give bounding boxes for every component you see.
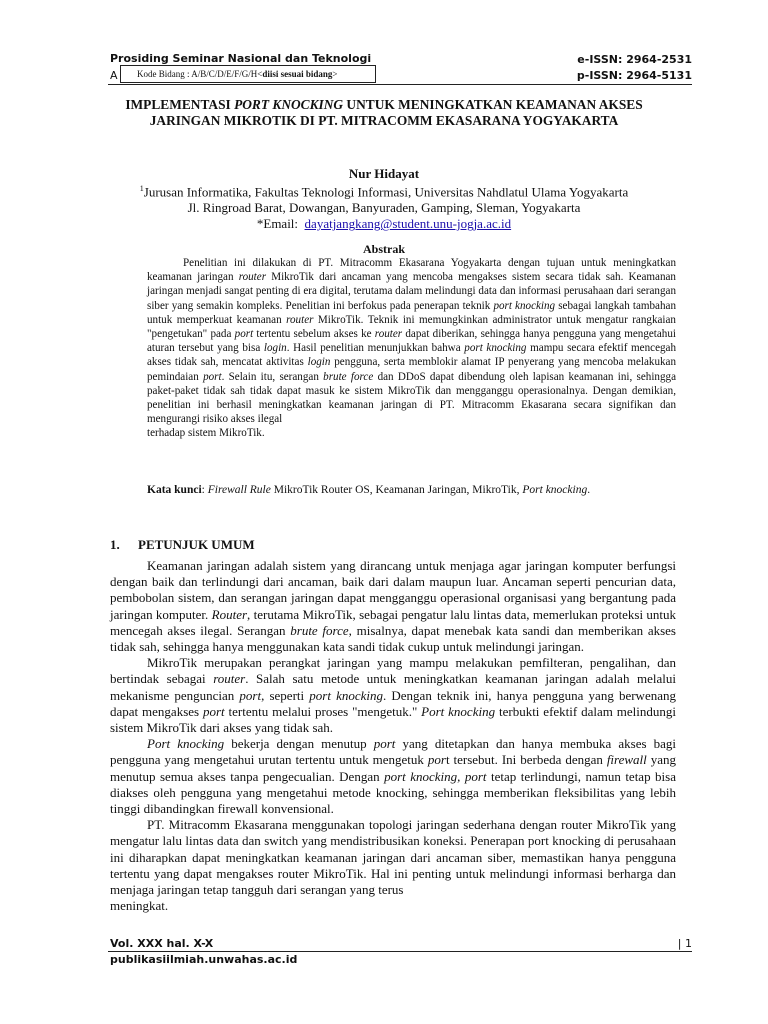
affiliation-superscript: 1 [139,184,144,193]
kode-bidang-close: > [332,69,338,79]
author-affiliation [100,181,668,232]
title-italic-part: PORT KNOCKING [234,97,344,112]
title-part: UNTUK MENINGKATKAN KEAMANAN AKSES JARINGAN MIKROTIK DI PT. MITRACOMM EKASARANA YOGYAKARTA [149,97,643,128]
pissn: p-ISSN: 2964-5131 [576,69,692,82]
kode-bidang-label: Kode Bidang : A/B/C/D/E/F/G/H< [137,69,263,79]
section-heading [110,537,255,553]
email-label: *Email: [256,216,299,232]
paragraph: PT. Mitracomm Ekasarana menggunakan topologi jaringan sederhana dengan router MikroTik yang mengatur lalu lintas data dan switch yang mendistribusikan koneksi. Penerapan port knocking di perusahaan ini diharapkan dapat meningkatkan keamanan jaringan dari ancaman siber, memastikan hanya pengguna tertentu yang dapat mengakses router MikroTik. Hal ini penting untuk melindungi informasi berharga dan menjaga jaringan tetap tangguh dari serangan yang terus [110,817,676,898]
paragraph-tail: meningkat. [110,898,169,914]
footer-page-number: | 1 [677,937,692,950]
header-divider [108,84,692,85]
paper-title [100,97,668,129]
paragraph: MikroTik merupakan perangkat jaringan yang mampu melakukan pemfilteran, pengalihan, dan bertindak sebagai router. Salah satu metode untuk meningkatkan keamanan jaringan adalah melalui mekanisme penguncian port, seperti port knocking. Dengan teknik ini, hanya pengguna yang berwenang dapat mengakses port tertentu melalui proses "mengetuk." Port knocking terbukti efektif dalam melindungi sistem MikroTik dari akses yang tidak sah. [110,655,676,736]
section-title: PETUNJUK UMUM [138,537,255,552]
footer-volume: Vol. XXX hal. X-X [110,937,214,950]
paragraph: Keamanan jaringan adalah sistem yang dirancang untuk menjaga agar jaringan komputer berfungsi dengan baik dan terlindungi dari ancaman, baik dari dalam maupun luar. Ancaman seperti pencurian data, pembobolan sistem, dan serangan jaringan dapat mengganggu operasional organisasi yang bergantung pada jaringan komputer. Router, terutama MikroTik, sebagai pengatur lalu lintas data, memerlukan proteksi untuk mencegah akses ilegal. Serangan brute force, misalnya, dapat menebak kata sandi dan memberikan akses tidak sah, sehingga hanya menggunakan kata sandi tidak cukup untuk melindungi jaringan. [110,558,677,655]
title-part: IMPLEMENTASI [125,97,235,112]
kode-bidang-box [120,65,376,83]
footer-publisher: publikasiilmiah.unwahas.ac.id [110,953,298,966]
journal-name: Prosiding Seminar Nasional dan Teknologi [110,52,372,65]
section-body [110,558,676,914]
footer-divider [108,951,692,952]
affiliation-text: Jurusan Informatika, Fakultas Teknologi Informasi, Universitas Nahdlatul Ulama Yogyakarta [143,184,629,200]
keywords: Kata kunci: Firewall Rule MikroTik Router OS, Keamanan Jaringan, MikroTik, Port knocking. [147,484,591,496]
abstract-heading: Abstrak [362,242,405,256]
email-line [100,216,668,232]
journal-name-continued: A [110,69,118,82]
eissn: e-ISSN: 2964-2531 [577,53,692,66]
author-name: Nur Hidayat [348,166,420,181]
section-number: 1. [110,537,120,552]
email-link[interactable]: dayatjangkang@student.unu-jogja.ac.id [304,216,512,232]
issn-block [577,52,692,84]
affiliation-address: Jl. Ringroad Barat, Dowangan, Banyuraden, Gamping, Sleman, Yogyakarta [187,200,581,216]
keywords-label: Kata kunci [147,484,202,496]
kode-bidang-note: diisi sesuai bidang [262,69,333,79]
paragraph: Port knocking bekerja dengan menutup port yang ditetapkan dan hanya membuka akses bagi pengguna yang mengetahui urutan tertentu untuk mengetuk port tersebut. Ini berbeda dengan firewall yang menutup semua akses tanpa pengecualian. Dengan port knocking, port tetap terlindungi, namun tetap bisa diakses oleh pengguna yang mengetahui metode knocking, sehingga memberikan fleksibilitas yang lebih tinggi dibandingkan firewall konvensional. [110,736,676,817]
abstract-body: Penelitian ini dilakukan di PT. Mitracomm Ekasarana Yogyakarta dengan tujuan untuk meningkatkan keamanan jaringan router MikroTik dari ancaman yang mencoba mengakses sistem secara tidak sah. Keamanan jaringan menjadi sangat penting di era digital, terutama dalam melindungi data dan informasi perusahaan dari serangan siber yang semakin kompleks. Penelitian ini berfokus pada penerapan teknik port knocking sebagai langkah tambahan untuk memperkuat keamanan router MikroTik. Teknik ini memungkinkan administrator untuk mengatur rangkaian "pengetukan" pada port tertentu sebelum akses ke router dapat diberikan, sehingga hanya pengguna yang mengetahui aturan tersebut yang bisa login. Hasil penelitian menunjukkan bahwa port knocking mampu secara efektif mencegah akses tidak sah, mencatat aktivitas login pengguna, serta memblokir alamat IP penyerang yang mencoba melakukan pemindaian port. Selain itu, serangan brute force dan DDoS dapat dibendung oleh lapisan keamanan ini, sehingga paket-paket tidak sah tidak dapat masuk ke sistem MikroTik dan mengganggu operasionalnya. Dengan demikian, penelitian ini berhasil meningkatkan keamanan jaringan di PT. Mitracomm Ekasarana secara signifikan dan mengurangi risiko akses ilegal terhadap sistem MikroTik. [147,257,677,440]
abstract-tail: terhadap sistem MikroTik. [147,427,265,440]
